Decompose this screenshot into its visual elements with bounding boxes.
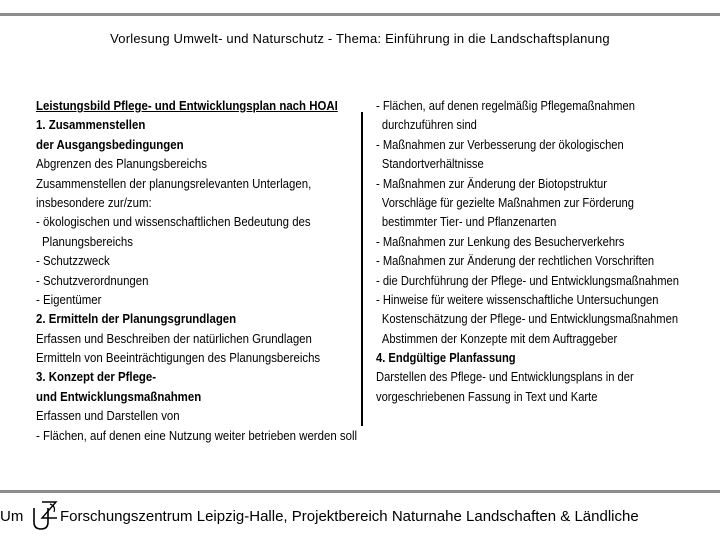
ufz-logo-icon xyxy=(26,498,62,536)
text-line: Kostenschätzung der Pflege- und Entwicklungsmaßnahmen xyxy=(381,311,679,327)
section-heading: Leistungsbild Pflege- und Entwicklungsplan nach HOAI xyxy=(36,98,338,113)
page-header-title: Vorlesung Umwelt- und Naturschutz - Thema: Einführung in die Landschaftsplanung xyxy=(110,31,610,46)
top-divider xyxy=(0,13,720,16)
text-line: Abgrenzen des Planungsbereichs xyxy=(36,156,208,172)
text-line: - die Durchführung der Pflege- und Entwicklungsmaßnahmen xyxy=(376,272,679,288)
text-line: vorgeschriebenen Fassung in Text und Karte xyxy=(376,388,598,404)
bottom-divider xyxy=(0,490,720,493)
right-column xyxy=(376,96,706,406)
text-line: Planungsbereichs xyxy=(42,233,133,249)
text-line: Erfassen und Darstellen von xyxy=(36,408,180,424)
section-heading: 1. Zusammenstellen xyxy=(36,117,146,133)
text-line: Standortverhältnisse xyxy=(381,156,484,172)
left-column xyxy=(36,96,358,445)
section-heading: 4. Endgültige Planfassung xyxy=(376,350,516,366)
section-heading: der Ausgangsbedingungen xyxy=(36,136,184,152)
column-divider xyxy=(361,112,363,426)
text-line: bestimmter Tier- und Pflanzenarten xyxy=(381,214,557,230)
text-line: - Flächen, auf denen eine Nutzung weiter betrieben werden soll xyxy=(36,427,358,443)
text-line: Darstellen des Pflege- und Entwicklungsplans in der xyxy=(376,369,634,385)
footer-text-start: Um xyxy=(0,508,24,525)
text-line: - Hinweise für weitere wissenschaftliche Untersuchungen xyxy=(376,291,659,307)
text-line: durchzuführen sind xyxy=(381,117,477,133)
text-line: insbesondere zur/zum: xyxy=(36,194,152,210)
text-line: - Eigentümer xyxy=(36,291,102,307)
text-line: - Maßnahmen zur Änderung der Biotopstruktur xyxy=(376,175,607,191)
text-line: - Flächen, auf denen regelmäßig Pflegemaßnahmen xyxy=(376,98,635,113)
section-heading: 2. Ermitteln der Planungsgrundlagen xyxy=(36,311,237,327)
text-line: - Maßnahmen zur Verbesserung der ökologischen xyxy=(376,136,624,152)
text-line: - ökologischen und wissenschaftlichen Bedeutung des xyxy=(36,214,311,230)
text-line: - Maßnahmen zur Lenkung des Besucherverkehrs xyxy=(376,233,625,249)
text-line: Ermitteln von Beeinträchtigungen des Planungsbereichs xyxy=(36,350,321,366)
text-line: Zusammenstellen der planungsrelevanten Unterlagen, xyxy=(36,175,312,191)
text-line: - Schutzzweck xyxy=(36,253,110,269)
text-line: Abstimmen der Konzepte mit dem Auftraggeber xyxy=(381,330,618,346)
section-heading: und Entwicklungsmaßnahmen xyxy=(36,388,202,404)
text-line: Vorschläge für gezielte Maßnahmen zur Förderung xyxy=(381,194,634,210)
section-heading: 3. Konzept der Pflege- xyxy=(36,369,157,385)
text-line: - Schutzverordnungen xyxy=(36,272,149,288)
text-line: - Maßnahmen zur Änderung der rechtlichen Vorschriften xyxy=(376,253,655,269)
footer-text-institution: Forschungszentrum Leipzig-Halle, Projektbereich Naturnahe Landschaften & Ländliche xyxy=(60,508,639,525)
text-line: Erfassen und Beschreiben der natürlichen Grundlagen xyxy=(36,330,312,346)
